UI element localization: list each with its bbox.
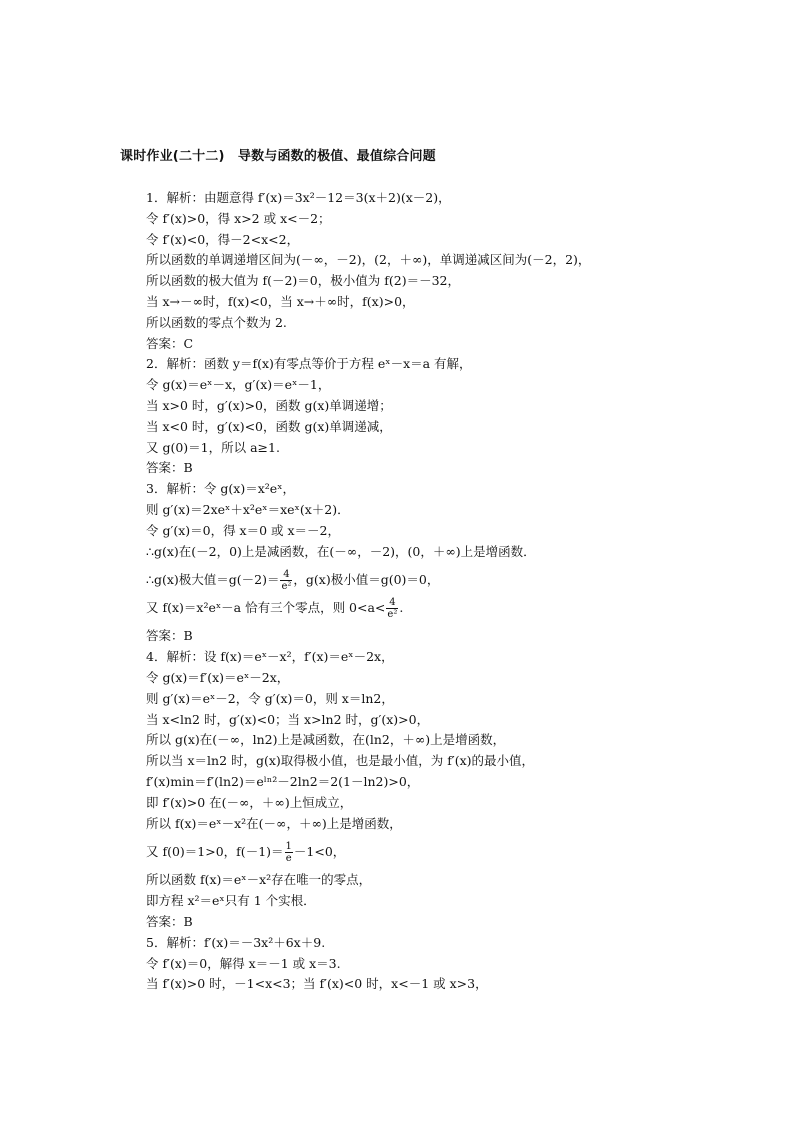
text-line: 5．解析：f′(x)＝－3x²＋6x＋9. xyxy=(146,934,326,950)
text-line: 令 g(x)＝eˣ－x，g′(x)＝eˣ－1， xyxy=(146,377,331,393)
text-line: 所以函数的极大值为 f(－2)＝0，极小值为 f(2)＝－32， xyxy=(146,273,460,289)
text-line: 所以函数的单调递增区间为(－∞，－2)，(2，＋∞)，单调递减区间为(－2，2)， xyxy=(146,252,591,268)
text-line: 令 f′(x)<0，得－2<x<2， xyxy=(146,231,300,247)
solution-body xyxy=(146,188,766,995)
text-line: 即 f′(x)>0 在(－∞，＋∞)上恒成立， xyxy=(146,794,353,810)
formula-line xyxy=(146,594,766,622)
formula-prefix: 又 f(x)＝x²eˣ－a 恰有三个零点，则 0<a< xyxy=(146,600,386,616)
text-line: 所以 g(x)在(－∞，ln2)上是减函数，在(ln2，＋∞)上是增函数， xyxy=(146,732,506,748)
fraction xyxy=(386,597,398,620)
text-line: 则 g′(x)＝eˣ－2，令 g′(x)＝0，则 x＝ln2， xyxy=(146,690,394,706)
formula-prefix: ∴g(x)极大值＝g(－2)＝ xyxy=(146,572,280,588)
text-line: 又 g(0)＝1，所以 a≥1. xyxy=(146,439,280,455)
fraction-numerator: 4 xyxy=(280,569,292,581)
text-line: 令 f′(x)>0，得 x>2 或 x<－2； xyxy=(146,210,331,226)
formula-suffix: ，g(x)极小值＝g(0)＝0， xyxy=(293,572,440,588)
text-line: ∴g(x)在(－2，0)上是减函数，在(－∞，－2)，(0，＋∞)上是增函数． xyxy=(146,543,536,559)
text-line: 当 x>0 时，g′(x)>0，函数 g(x)单调递增； xyxy=(146,397,392,413)
fraction-denominator: e² xyxy=(281,581,292,593)
fraction-denominator: e² xyxy=(387,609,398,621)
text-line: 3．解析：令 g(x)＝x²eˣ， xyxy=(146,481,295,497)
answer-line: 答案：B xyxy=(146,628,193,644)
fraction-numerator: 1 xyxy=(285,841,292,853)
text-line: 所以当 x＝ln2 时，g(x)取得极小值，也是最小值，为 f′(x)的最小值， xyxy=(146,753,535,769)
answer-line: 答案：C xyxy=(146,335,194,351)
text-line: 2．解析：函数 y＝f(x)有零点等价于方程 eˣ－x＝a 有解， xyxy=(146,356,472,372)
answer-line: 答案：B xyxy=(146,913,193,929)
answer-line: 答案：B xyxy=(146,460,193,476)
text-line: 当 x→－∞时，f(x)<0，当 x→＋∞时，f(x)>0， xyxy=(146,293,415,309)
fraction-numerator: 4 xyxy=(386,597,398,609)
text-line: 当 f′(x)>0 时，－1<x<3；当 f′(x)<0 时，x<－1 或 x>3， xyxy=(146,976,488,992)
text-line: f′(x)min＝f′(ln2)＝eˡⁿ²－2ln2＝2(1－ln2)>0， xyxy=(146,773,420,789)
fraction-denominator: e xyxy=(285,853,292,865)
text-line: 所以函数 f(x)＝eˣ－x²存在唯一的零点， xyxy=(146,872,372,888)
formula-line xyxy=(146,566,766,594)
formula-suffix: －1<0， xyxy=(293,844,346,860)
text-line: 当 x<ln2 时，g′(x)<0；当 x>ln2 时，g′(x)>0， xyxy=(146,711,430,727)
page-title: 课时作业(二十二) 导数与函数的极值、最值综合问题 xyxy=(120,149,436,164)
formula-suffix: . xyxy=(399,600,404,616)
formula-prefix: 又 f(0)＝1>0，f(－1)＝ xyxy=(146,844,284,860)
text-line: 当 x<0 时，g′(x)<0，函数 g(x)单调递减， xyxy=(146,418,392,434)
text-line: 令 g′(x)＝0，得 x＝0 或 x＝－2， xyxy=(146,522,340,538)
fraction xyxy=(280,569,292,592)
text-line: 所以函数的零点个数为 2. xyxy=(146,314,287,330)
text-line: 令 g(x)＝f′(x)＝eˣ－2x， xyxy=(146,669,290,685)
text-line: 即方程 x²＝eˣ只有 1 个实根． xyxy=(146,893,316,909)
text-line: 令 f′(x)＝0，解得 x＝－1 或 x＝3. xyxy=(146,955,341,971)
text-line: 1．解析：由题意得 f′(x)＝3x²－12＝3(x＋2)(x－2)， xyxy=(146,190,451,205)
formula-line xyxy=(146,838,766,866)
text-line: 所以 f(x)＝eˣ－x²在(－∞，＋∞)上是增函数， xyxy=(146,815,402,831)
text-line: 则 g′(x)＝2xeˣ＋x²eˣ＝xeˣ(x＋2)． xyxy=(146,501,350,517)
text-line: 4．解析：设 f(x)＝eˣ－x²，f′(x)＝eˣ－2x， xyxy=(146,649,394,665)
fraction xyxy=(285,841,293,864)
